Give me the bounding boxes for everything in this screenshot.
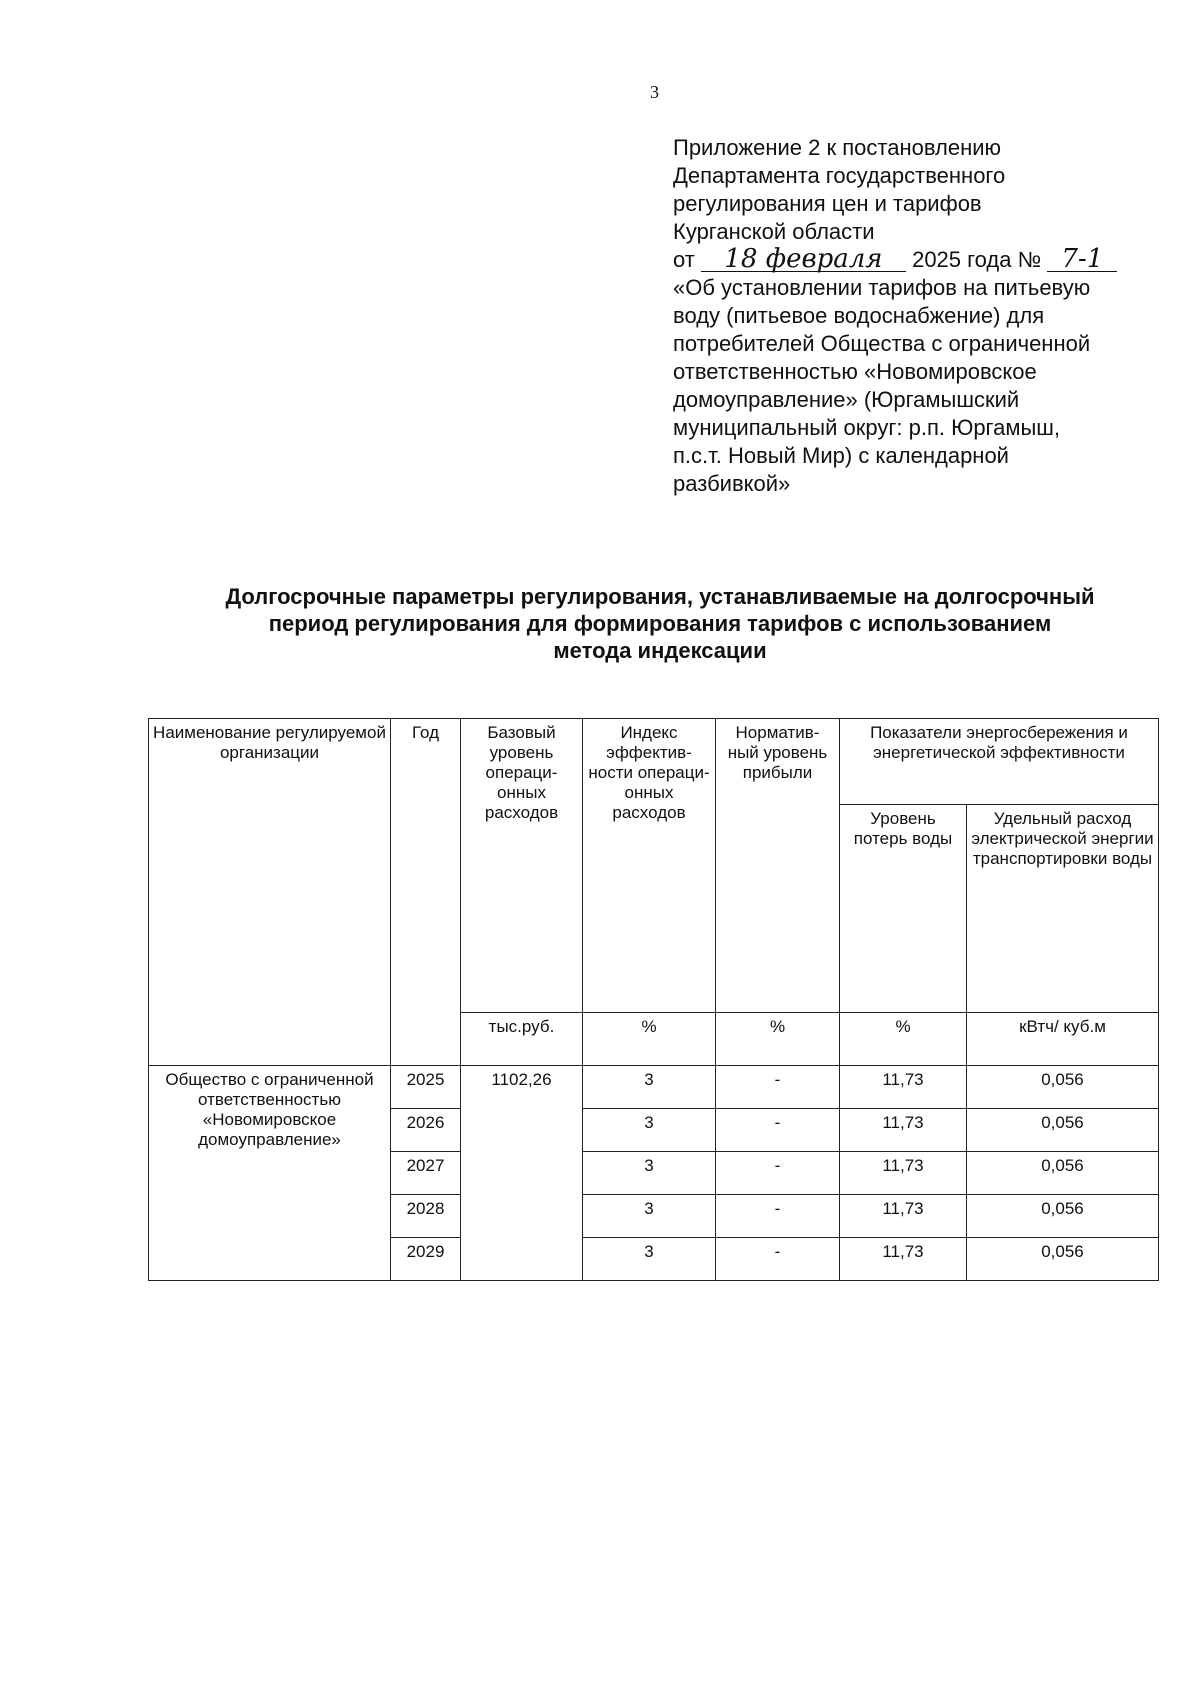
annex-block [673,134,1153,498]
header-profit: Норматив-ный уровень прибыли [716,719,840,1013]
header-org: Наименование регулируемой организации [149,719,391,1013]
annex-subject-line: муниципальный округ: р.п. Юргамыш, [673,415,1061,440]
annex-subject-line: потребителей Общества с ограниченной [673,331,1091,356]
cell-profit: - [716,1109,840,1152]
cell-year: 2025 [391,1066,461,1109]
cell-specific: 0,056 [967,1066,1159,1109]
annex-line: Приложение 2 к постановлению [673,135,1002,160]
cell-profit: - [716,1066,840,1109]
header-energy-group: Показатели энергосбережения и энергетической эффективности [840,719,1159,805]
annex-date-line [673,246,1153,274]
cell-profit: - [716,1195,840,1238]
annex-subject-line: п.с.т. Новый Мир) с календарной [673,443,1009,468]
cell-losses: 11,73 [840,1152,967,1195]
cell-index: 3 [583,1152,716,1195]
page-number: 3 [650,82,659,102]
title-line: Долгосрочные параметры регулирования, устанавливаемые на долгосрочный [225,584,1095,609]
cell-specific: 0,056 [967,1109,1159,1152]
year-text: 2025 года № [912,247,1042,272]
annex-line: регулирования цен и тарифов [673,191,982,216]
annex-subject-line: воду (питьевое водоснабжение) для [673,303,1045,328]
cell-specific: 0,056 [967,1152,1159,1195]
cell-losses: 11,73 [840,1066,967,1109]
unit-profit: % [716,1013,840,1066]
annex-subject-line: разбивкой» [673,471,791,496]
title-line: период регулирования для формирования тарифов с использованием [268,611,1052,636]
header-year: Год [391,719,461,1066]
document-title [160,583,1160,664]
cell-losses: 11,73 [840,1238,967,1281]
annex-subject-line: домоуправление» (Юргамышский [673,387,1020,412]
header-losses: Уровень потерь воды [840,805,967,1013]
title-line: метода индексации [553,638,767,663]
unit-losses: % [840,1013,967,1066]
cell-profit: - [716,1238,840,1281]
cell-specific: 0,056 [967,1195,1159,1238]
handwritten-number: 7-1 [1047,247,1117,272]
unit-base: тыс.руб. [461,1013,583,1066]
cell-index: 3 [583,1066,716,1109]
units-empty [149,1013,391,1066]
cell-year: 2028 [391,1195,461,1238]
annex-line: Департамента государственного [673,163,1006,188]
table-row [149,1066,1159,1109]
annex-subject-line: «Об установлении тарифов на питьевую [673,275,1091,300]
cell-base-value: 1102,26 [461,1066,583,1281]
handwritten-date: 18 февраля [701,247,906,272]
header-specific: Удельный расход электрической энергии транспортировки воды [967,805,1159,1013]
date-prefix: от [673,247,695,272]
cell-year: 2027 [391,1152,461,1195]
cell-index: 3 [583,1109,716,1152]
annex-line: Курганской области [673,219,875,244]
cell-losses: 11,73 [840,1195,967,1238]
cell-year: 2029 [391,1238,461,1281]
header-base: Базовый уровень операци-онных расходов [461,719,583,1013]
parameters-table [148,718,1159,1281]
cell-year: 2026 [391,1109,461,1152]
annex-subject-line: ответственностью «Новомировское [673,359,1037,384]
cell-losses: 11,73 [840,1109,967,1152]
header-index: Индекс эффектив-ности операци-онных расходов [583,719,716,1013]
cell-index: 3 [583,1195,716,1238]
unit-index: % [583,1013,716,1066]
unit-specific: кВтч/ куб.м [967,1013,1159,1066]
cell-profit: - [716,1152,840,1195]
organization-cell: Общество с ограниченной ответственностью «Новомировское домоуправление» [149,1066,391,1281]
cell-specific: 0,056 [967,1238,1159,1281]
cell-index: 3 [583,1238,716,1281]
